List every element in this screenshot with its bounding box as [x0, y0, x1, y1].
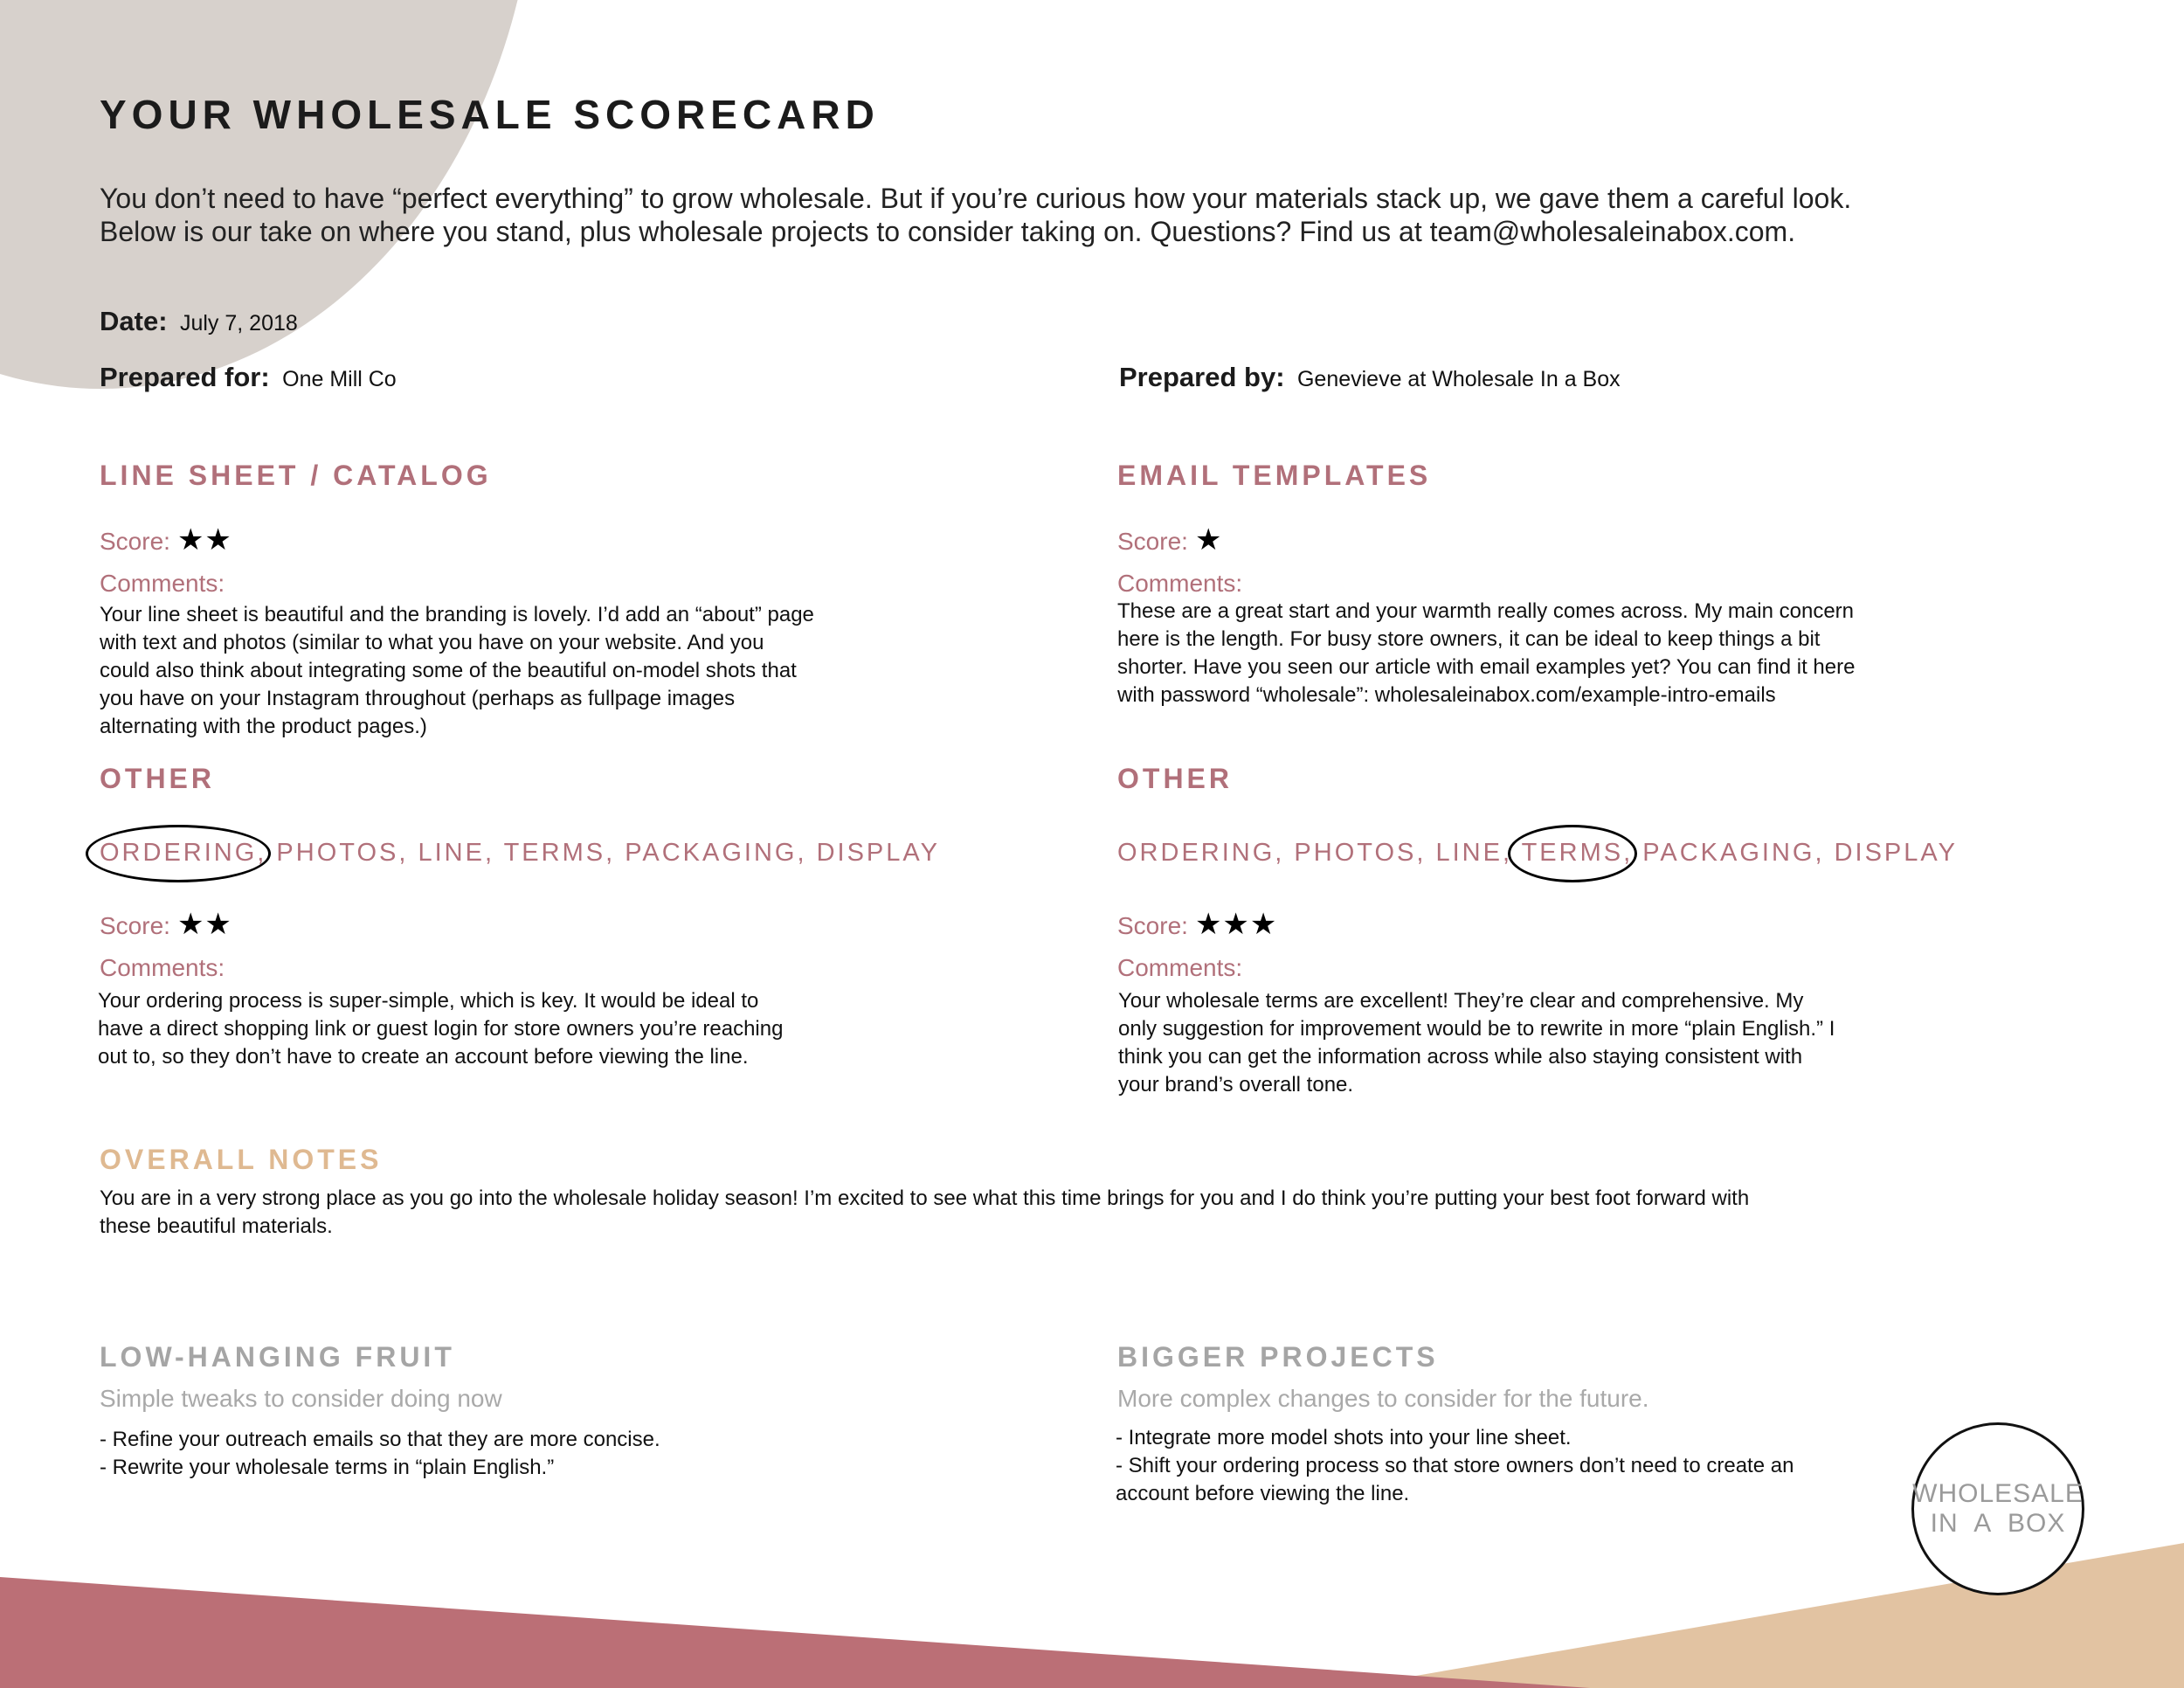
star-icon: ★ — [1194, 523, 1223, 557]
other-left-categories: ORDERING, PHOTOS, LINE, TERMS, PACKAGING, DISPLAY — [100, 839, 940, 867]
category-line: LINE — [418, 839, 485, 867]
category-ordering: ORDERING — [1117, 839, 1275, 867]
star-icon: ★★★ — [1194, 908, 1278, 941]
comment-line: Your ordering process is super-simple, which is key. It would be ideal to — [98, 989, 759, 1013]
bigger-projects-list — [1116, 1424, 1902, 1508]
other-left-heading: OTHER — [100, 763, 215, 794]
category-photos: PHOTOS — [276, 839, 399, 867]
comment-line: only suggestion for improvement would be to rewrite in more “plain English.” I — [1118, 1017, 1835, 1041]
date-row — [100, 306, 298, 337]
other-right-categories: ORDERING, PHOTOS, LINE, TERMS, PACKAGING, DISPLAY — [1117, 839, 1958, 867]
low-hanging-heading: LOW-HANGING FRUIT — [100, 1341, 455, 1373]
score-label: Score: — [1117, 528, 1188, 555]
line-sheet-comments-label: Comments: — [100, 570, 225, 597]
comment-line: Your line sheet is beautiful and the branding is lovely. I’d add an “about” page — [100, 603, 814, 626]
category-line: LINE — [1435, 839, 1503, 867]
category-terms: TERMS — [1521, 839, 1624, 867]
list-item: - Shift your ordering process so that store owners don’t need to create an — [1116, 1454, 1794, 1477]
other-right-heading: OTHER — [1117, 763, 1233, 794]
logo-line-1: WHOLESALE — [1912, 1479, 2084, 1508]
prepared-by-row — [1119, 362, 1621, 393]
line-sheet-heading: LINE SHEET / CATALOG — [100, 460, 492, 491]
list-item: - Refine your outreach emails so that they are more concise. — [100, 1428, 660, 1451]
comment-line: with text and photos (similar to what you have on your website. And you — [100, 631, 764, 654]
other-right-comments — [1118, 987, 1992, 1099]
score-label: Score: — [100, 912, 170, 939]
overall-notes-heading: OVERALL NOTES — [100, 1144, 383, 1175]
line-sheet-score — [100, 522, 232, 557]
intro-line-1: You don’t need to have “perfect everything” to grow wholesale. But if you’re curious how your materials stack up, we gave them a careful look. — [100, 183, 1852, 214]
overall-line: these beautiful materials. — [100, 1214, 333, 1238]
date-value: July 7, 2018 — [179, 311, 298, 336]
category-display: DISPLAY — [1834, 839, 1958, 867]
comment-line: have a direct shopping link or guest login for store owners you’re reaching — [98, 1017, 784, 1041]
comment-line: Your wholesale terms are excellent! They’re clear and comprehensive. My — [1118, 989, 1804, 1013]
star-icon: ★★ — [176, 523, 232, 557]
comment-line: with password “wholesale”: wholesaleinabox.com/example-intro-emails — [1117, 683, 1776, 707]
comment-line: here is the length. For busy store owners, it can be ideal to keep things a bit — [1117, 627, 1821, 651]
date-label: Date: — [100, 306, 168, 336]
comment-line: you have on your Instagram throughout (perhaps as fullpage images — [100, 687, 736, 710]
list-item: account before viewing the line. — [1116, 1482, 1410, 1505]
other-left-comments — [98, 987, 902, 1071]
line-sheet-comments — [100, 601, 903, 741]
email-templates-heading: EMAIL TEMPLATES — [1117, 460, 1432, 491]
list-item: - Rewrite your wholesale terms in “plain English.” — [100, 1456, 555, 1479]
category-display: DISPLAY — [816, 839, 940, 867]
prepared-for-value: One Mill Co — [282, 367, 397, 391]
email-templates-comments — [1117, 598, 1991, 709]
comment-line: These are a great start and your warmth really comes across. My main concern — [1117, 599, 1854, 623]
other-right-score — [1117, 907, 1277, 942]
low-hanging-subtitle: Simple tweaks to consider doing now — [100, 1385, 502, 1412]
prepared-by-label: Prepared by: — [1119, 362, 1285, 392]
overall-notes-text — [100, 1185, 2074, 1241]
comment-line: alternating with the product pages.) — [100, 715, 427, 738]
category-packaging: PACKAGING — [1642, 839, 1815, 867]
intro-line-2: Below is our take on where you stand, plus wholesale projects to consider taking on. Questions? Find us at team@wholesaleinabox.com. — [100, 216, 1796, 247]
score-label: Score: — [100, 528, 170, 555]
category-ordering: ORDERING — [100, 839, 258, 867]
comment-line: shorter. Have you seen our article with email examples yet? You can find it here — [1117, 655, 1856, 679]
other-left-score — [100, 907, 232, 942]
page-title: YOUR WHOLESALE SCORECARD — [100, 92, 880, 137]
comment-line: your brand’s overall tone. — [1118, 1073, 1354, 1097]
intro-text — [100, 182, 1851, 248]
score-label: Score: — [1117, 912, 1188, 939]
prepared-by-value: Genevieve at Wholesale In a Box — [1296, 367, 1621, 391]
brand-logo — [1911, 1422, 2084, 1595]
prepared-for-row — [100, 362, 397, 393]
email-templates-comments-label: Comments: — [1117, 570, 1243, 597]
overall-line: You are in a very strong place as you go into the wholesale holiday season! I’m excited to see what this time brings for you and I do think you’re putting your best foot forward with — [100, 1186, 1750, 1210]
comment-line: think you can get the information across while also staying consistent with — [1118, 1045, 1803, 1069]
other-right-comments-label: Comments: — [1117, 954, 1243, 981]
logo-line-2: IN A BOX — [1930, 1509, 2066, 1538]
low-hanging-list — [100, 1426, 973, 1482]
list-item: - Integrate more model shots into your line sheet. — [1116, 1426, 1572, 1449]
category-terms: TERMS — [503, 839, 606, 867]
rose-band — [0, 1577, 1590, 1688]
bigger-projects-subtitle: More complex changes to consider for the future. — [1117, 1385, 1649, 1412]
comment-line: could also think about integrating some of the beautiful on-model shots that — [100, 659, 797, 682]
prepared-for-label: Prepared for: — [100, 362, 270, 392]
category-photos: PHOTOS — [1294, 839, 1417, 867]
email-templates-score — [1117, 522, 1222, 557]
other-left-comments-label: Comments: — [100, 954, 225, 981]
star-icon: ★★ — [176, 908, 232, 941]
comment-line: out to, so they don’t have to create an account before viewing the line. — [98, 1045, 749, 1069]
bigger-projects-heading: BIGGER PROJECTS — [1117, 1341, 1439, 1373]
category-packaging: PACKAGING — [625, 839, 798, 867]
